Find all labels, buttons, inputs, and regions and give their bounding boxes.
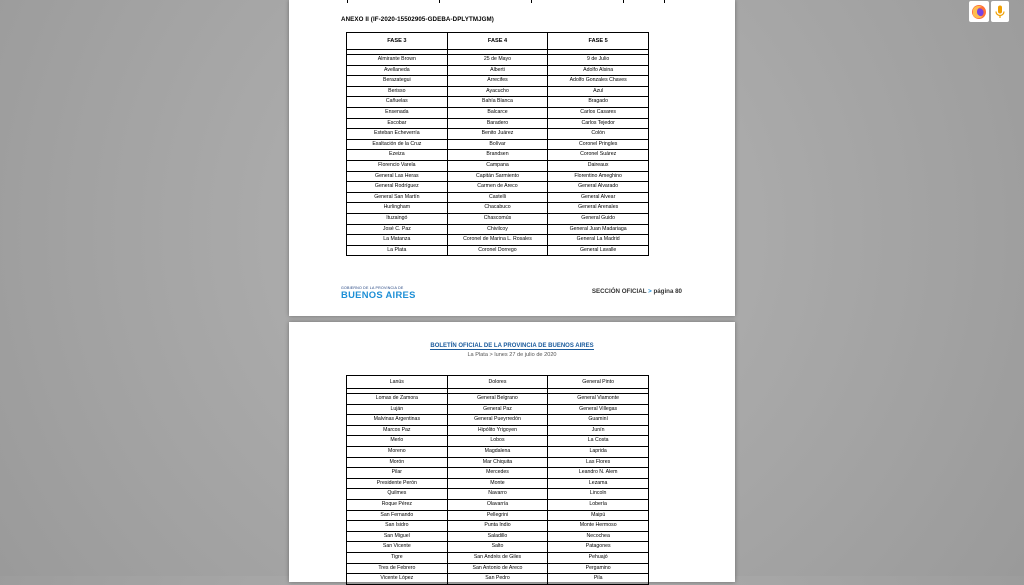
table-cell: General Villegas xyxy=(548,404,649,415)
table-cell: Salto xyxy=(447,542,548,553)
table-cell: General Lavalle xyxy=(548,245,649,256)
table-cell: Adolfo Gonzales Chaves xyxy=(548,76,649,87)
table-cell: San Miguel xyxy=(347,531,448,542)
table-row xyxy=(347,415,649,426)
document-page-80 xyxy=(289,0,735,316)
table-cell: La Costa xyxy=(548,436,649,447)
table-row xyxy=(347,224,649,235)
table-row xyxy=(347,192,649,203)
table-row xyxy=(347,510,649,521)
table-cell: Colón xyxy=(548,129,649,140)
table-row xyxy=(347,574,649,585)
table-cell: Cañuelas xyxy=(347,97,448,108)
table-cell: Necochea xyxy=(548,531,649,542)
province-logo xyxy=(341,286,416,300)
phases-table xyxy=(346,32,649,256)
table-row xyxy=(347,203,649,214)
table-cell: Monte Hermoso xyxy=(548,521,649,532)
table-cell: Carlos Tejedor xyxy=(548,118,649,129)
table-cell: Mar Chiquita xyxy=(447,457,548,468)
table-cell: Pila xyxy=(548,574,649,585)
table-cell: Berisso xyxy=(347,86,448,97)
table-header-row xyxy=(347,33,649,50)
table-row xyxy=(347,436,649,447)
table-cell: General San Martín xyxy=(347,192,448,203)
table-row xyxy=(347,86,649,97)
table-cell: Morón xyxy=(347,457,448,468)
table-cell: 25 de Mayo xyxy=(447,55,548,66)
table-cell: General Arenales xyxy=(548,203,649,214)
table-cell: Carmen de Areco xyxy=(447,182,548,193)
table-cell: Escobar xyxy=(347,118,448,129)
table-cell: Chascomús xyxy=(447,213,548,224)
table-row xyxy=(347,425,649,436)
table-cell: General Rodríguez xyxy=(347,182,448,193)
table-cell: Ayacucho xyxy=(447,86,548,97)
bulletin-subtitle: La Plata > lunes 27 de julio de 2020 xyxy=(467,352,557,358)
table-cell: Balcarce xyxy=(447,107,548,118)
logo-buenos-aires: BUENOS AIRES xyxy=(341,289,416,300)
table-cell: General Las Heras xyxy=(347,171,448,182)
table-cell: Mercedes xyxy=(447,468,548,479)
table-cell: Arrecifes xyxy=(447,76,548,87)
table-cell: Luján xyxy=(347,404,448,415)
table-cell: General La Madrid xyxy=(548,235,649,246)
table-cell: Lanús xyxy=(347,376,448,389)
table-cell: Bahía Blanca xyxy=(447,97,548,108)
phases-table-continued xyxy=(346,375,649,585)
table-row xyxy=(347,65,649,76)
table-cell: Merlo xyxy=(347,436,448,447)
table-cell: General Guido xyxy=(548,213,649,224)
table-cell: Leandro N. Alem xyxy=(548,468,649,479)
table-cell: Coronel Dorrego xyxy=(447,245,548,256)
table-cell: San Pedro xyxy=(447,574,548,585)
table-cell: Punta Indio xyxy=(447,521,548,532)
table-cell: Pellegrini xyxy=(447,510,548,521)
table-row xyxy=(347,171,649,182)
table-row xyxy=(347,213,649,224)
table-cell: Las Flores xyxy=(548,457,649,468)
table-cell: Ensenada xyxy=(347,107,448,118)
bulletin-title-text: BOLETÍN OFICIAL DE LA PROVINCIA DE BUENOS AIRES xyxy=(430,343,594,349)
table-cell: Vicente López xyxy=(347,574,448,585)
table-row xyxy=(347,457,649,468)
table-cell: Navarro xyxy=(447,489,548,500)
table-cell: Coronel de Marina L. Rosales xyxy=(447,235,548,246)
table-row xyxy=(347,563,649,574)
logo-government-label: GOBIERNO DE LA PROVINCIA DE xyxy=(341,286,404,290)
table-row xyxy=(347,542,649,553)
table-row xyxy=(347,55,649,66)
table-row xyxy=(347,404,649,415)
table-cell: La Plata xyxy=(347,245,448,256)
table-cell: General Alvarado xyxy=(548,182,649,193)
document-page-81 xyxy=(289,322,735,582)
table-row xyxy=(347,182,649,193)
table-cell: General Pueyrredón xyxy=(447,415,548,426)
table-cell: Esteban Echeverría xyxy=(347,129,448,140)
firefox-icon xyxy=(971,4,987,20)
table-cell: Florencio Varela xyxy=(347,160,448,171)
table-row xyxy=(347,446,649,457)
table-row xyxy=(347,394,649,405)
footer-page-number: página 80 xyxy=(653,288,682,295)
table-row xyxy=(347,160,649,171)
table-cell: Benito Juárez xyxy=(447,129,548,140)
microphone-extension-button[interactable] xyxy=(991,1,1009,22)
header-fase-5: FASE 5 xyxy=(548,33,649,50)
bulletin-title xyxy=(289,343,735,349)
table-cell: Roque Pérez xyxy=(347,499,448,510)
table-cell: General Juan Madariaga xyxy=(548,224,649,235)
table-row xyxy=(347,499,649,510)
table-row xyxy=(347,139,649,150)
table-cell: Dolores xyxy=(447,376,548,389)
table-cell: Lobos xyxy=(447,436,548,447)
table-cell: Junín xyxy=(548,425,649,436)
table-cell: Almirante Brown xyxy=(347,55,448,66)
table-cell: Saladillo xyxy=(447,531,548,542)
table-cell: General Paz xyxy=(447,404,548,415)
table-cell: Chacabuco xyxy=(447,203,548,214)
table-cell: Chivilcoy xyxy=(447,224,548,235)
table-cell: General Alvear xyxy=(548,192,649,203)
page-footer xyxy=(592,288,682,295)
table-cell: San Isidro xyxy=(347,521,448,532)
table-cell: La Matanza xyxy=(347,235,448,246)
table-row xyxy=(347,489,649,500)
table-cell: San Fernando xyxy=(347,510,448,521)
table-cell: General Viamonte xyxy=(548,394,649,405)
table-cell: Coronel Suárez xyxy=(548,150,649,161)
table-row xyxy=(347,478,649,489)
table-cell: Bragado xyxy=(548,97,649,108)
table-cell: José C. Paz xyxy=(347,224,448,235)
microphone-icon xyxy=(995,5,1005,19)
table-row xyxy=(347,521,649,532)
table-cell: Daireaux xyxy=(548,160,649,171)
table-cell: Castelli xyxy=(447,192,548,203)
table-row xyxy=(347,129,649,140)
table-cell: Guaminí xyxy=(548,415,649,426)
table-cell: Alberti xyxy=(447,65,548,76)
table-cell: Lobería xyxy=(548,499,649,510)
table-cell: Capitán Sarmiento xyxy=(447,171,548,182)
table-cell: Malvinas Argentinas xyxy=(347,415,448,426)
table-cell: Baradero xyxy=(447,118,548,129)
table-cell: Azul xyxy=(548,86,649,97)
table-cell: Exaltación de la Cruz xyxy=(347,139,448,150)
table-cell: Bolívar xyxy=(447,139,548,150)
table-cell: Presidente Perón xyxy=(347,478,448,489)
table-cell: Quilmes xyxy=(347,489,448,500)
table-cell: Moreno xyxy=(347,446,448,457)
table-cell: Campana xyxy=(447,160,548,171)
table-cell: Adolfo Alsina xyxy=(548,65,649,76)
table-cell: Marcos Paz xyxy=(347,425,448,436)
table-cell: Pilar xyxy=(347,468,448,479)
table-cell: Avellaneda xyxy=(347,65,448,76)
table-cell: San Antonio de Areco xyxy=(447,563,548,574)
table-cell: San Andrés de Giles xyxy=(447,552,548,563)
table-row xyxy=(347,118,649,129)
table-row xyxy=(347,150,649,161)
table-row xyxy=(347,245,649,256)
table-cell: Lincoln xyxy=(548,489,649,500)
table-cell: Ituzaingó xyxy=(347,213,448,224)
header-fase-4: FASE 4 xyxy=(447,33,548,50)
table-cell: Lomas de Zamora xyxy=(347,394,448,405)
table-row xyxy=(347,376,649,389)
table-cell: Lezama xyxy=(548,478,649,489)
table-row xyxy=(347,552,649,563)
table-row xyxy=(347,235,649,246)
table-cell: Laprida xyxy=(548,446,649,457)
table-cell: Olavarría xyxy=(447,499,548,510)
table-cell: Brandsen xyxy=(447,150,548,161)
table-cell: General Belgrano xyxy=(447,394,548,405)
table-cell: 9 de Julio xyxy=(548,55,649,66)
footer-separator: > xyxy=(648,288,652,295)
previous-table-bottom xyxy=(347,0,664,3)
firefox-extension-button[interactable] xyxy=(969,1,989,22)
header-fase-3: FASE 3 xyxy=(347,33,448,50)
table-cell: Patagones xyxy=(548,542,649,553)
table-cell: Magdalena xyxy=(447,446,548,457)
table-cell: San Vicente xyxy=(347,542,448,553)
annex-title: ANEXO II (IF-2020-15502905-GDEBA-DPLYTMJGM) xyxy=(341,16,494,23)
table-cell: Monte xyxy=(447,478,548,489)
table-row xyxy=(347,468,649,479)
table-cell: Carlos Casares xyxy=(548,107,649,118)
table-cell: Hipólito Yrigoyen xyxy=(447,425,548,436)
table-row xyxy=(347,76,649,87)
table-cell: Florentino Ameghino xyxy=(548,171,649,182)
table-cell: Tigre xyxy=(347,552,448,563)
table-cell: Berazategui xyxy=(347,76,448,87)
table-row xyxy=(347,107,649,118)
table-cell: Pehuajó xyxy=(548,552,649,563)
table-cell: Hurlingham xyxy=(347,203,448,214)
table-cell: Pergamino xyxy=(548,563,649,574)
table-cell: Maipú xyxy=(548,510,649,521)
footer-section: SECCIÓN OFICIAL xyxy=(591,288,647,295)
table-row xyxy=(347,531,649,542)
table-row xyxy=(347,97,649,108)
table-cell: Coronel Pringles xyxy=(548,139,649,150)
table-cell: General Pinto xyxy=(548,376,649,389)
table-cell: Ezeiza xyxy=(347,150,448,161)
table-cell: Tres de Febrero xyxy=(347,563,448,574)
